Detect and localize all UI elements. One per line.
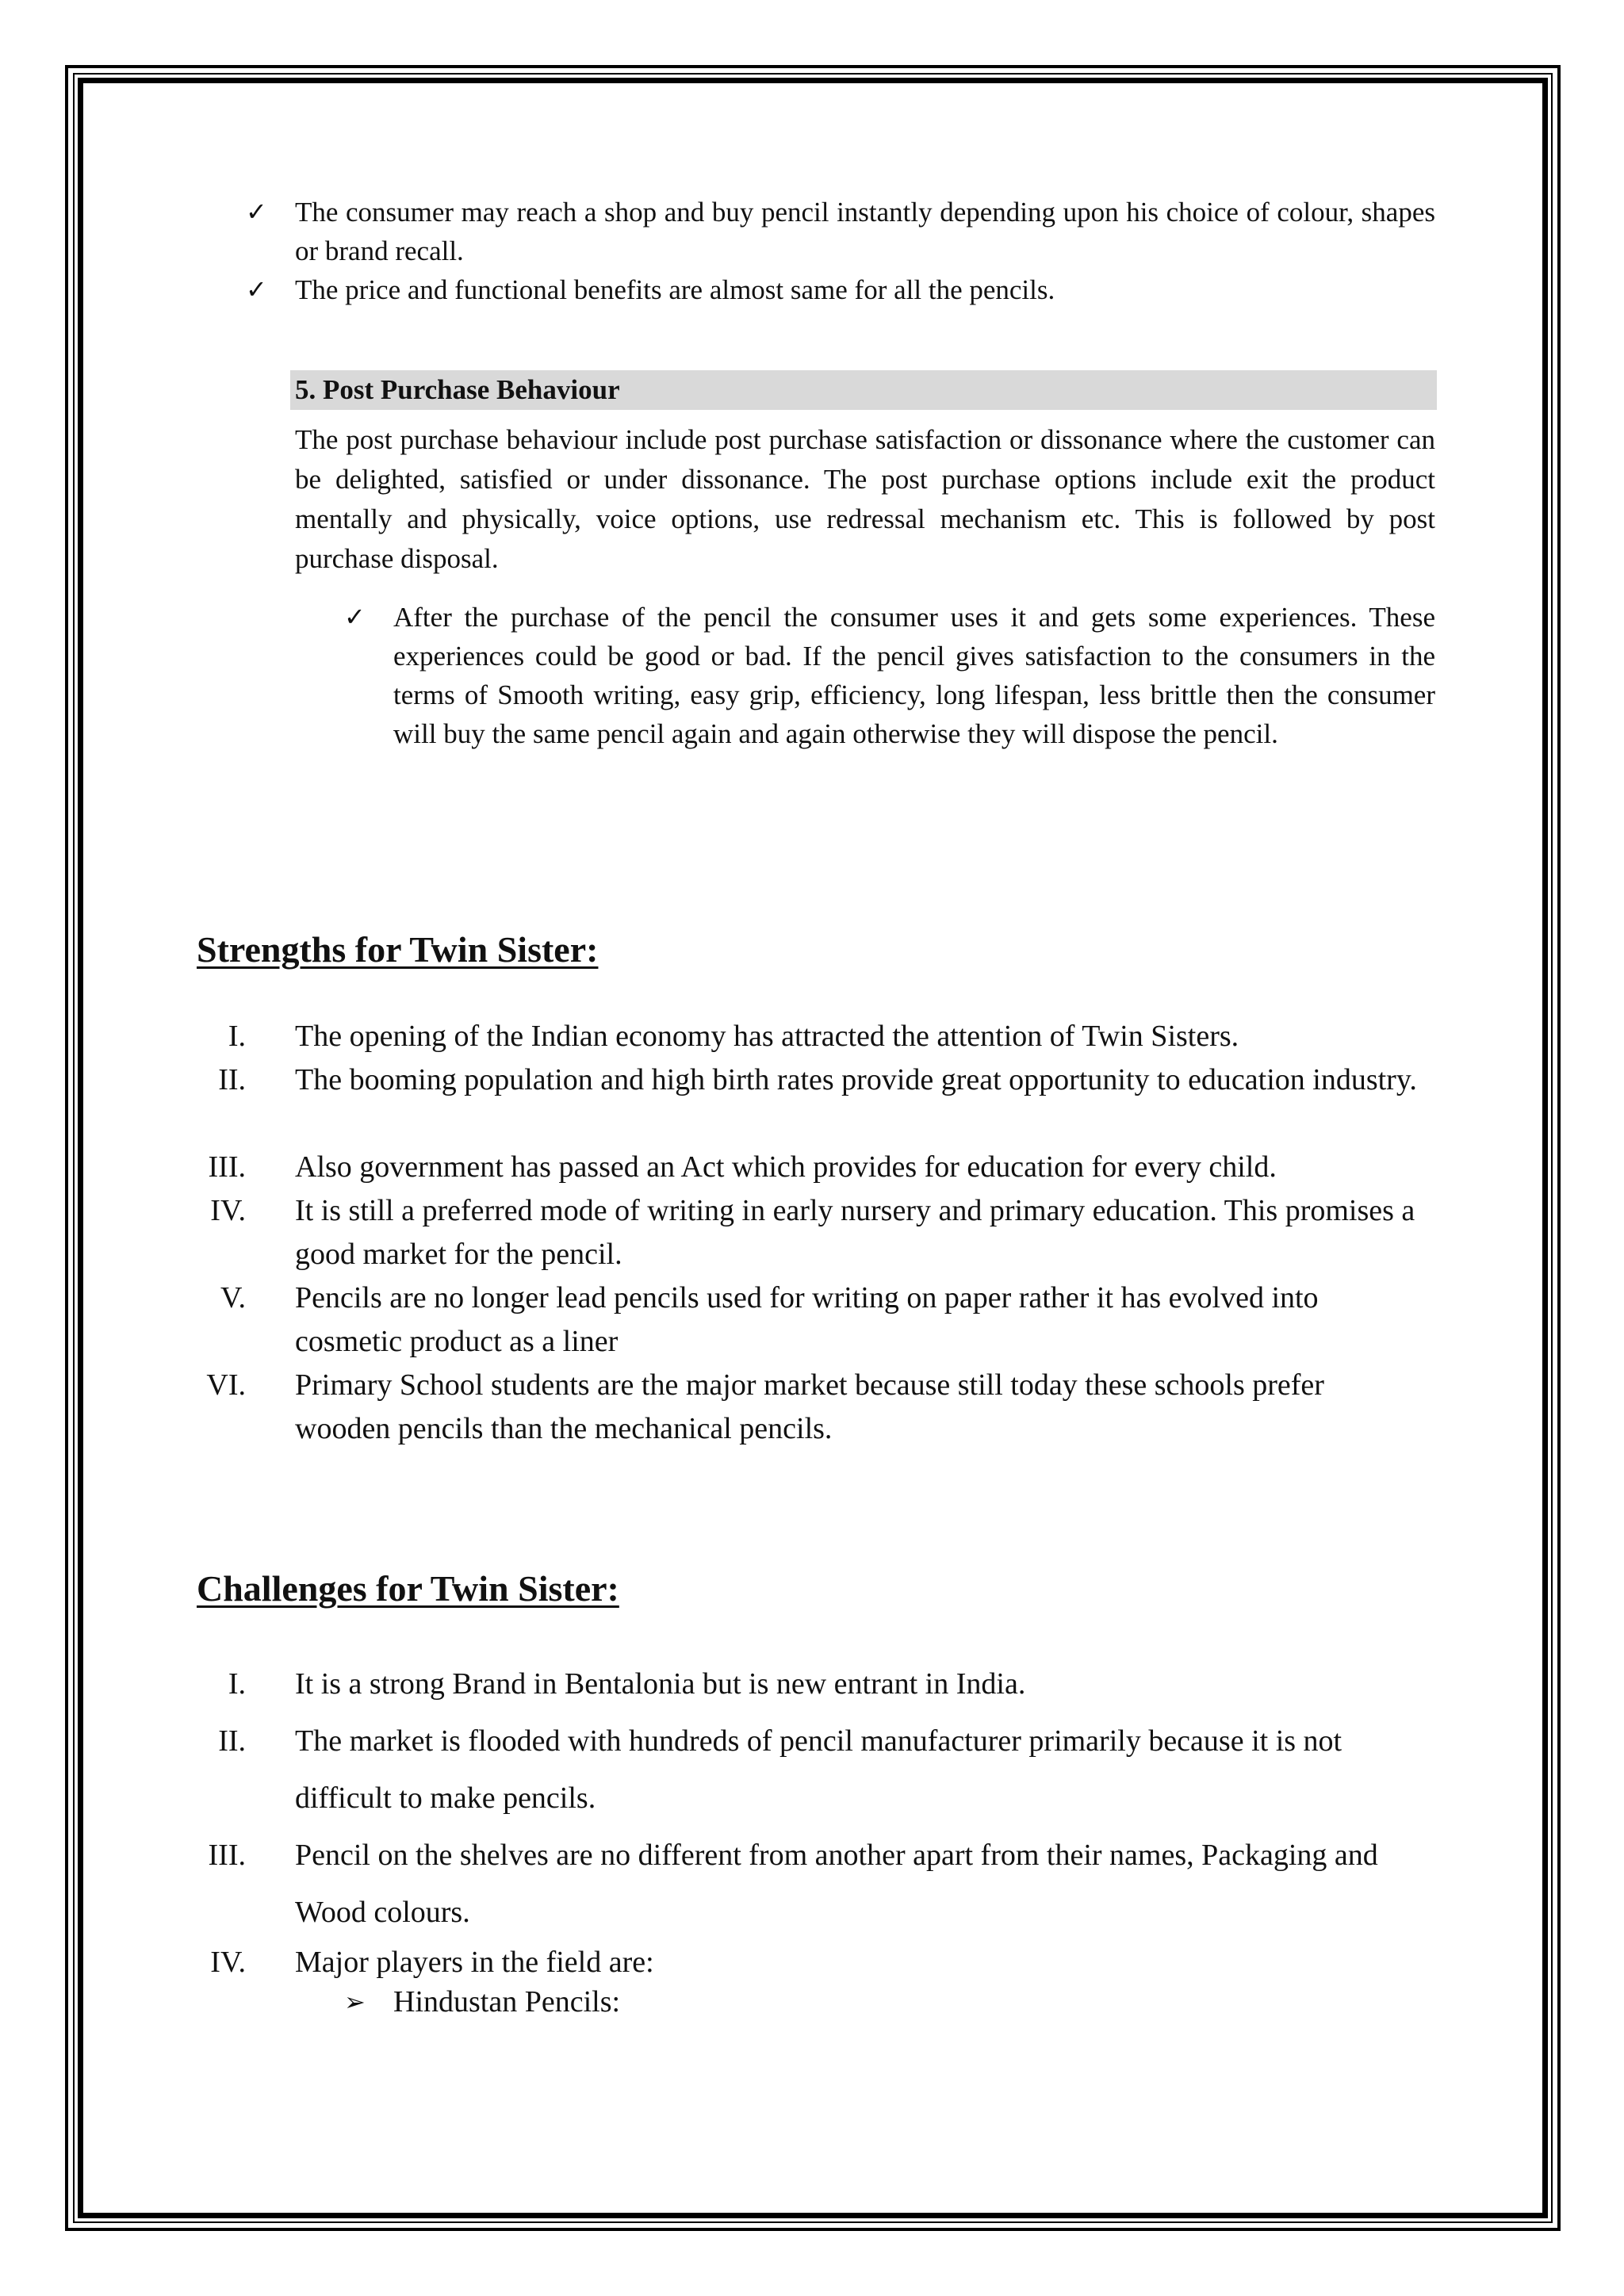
list-number: IV.	[210, 1946, 246, 1979]
list-number: II.	[218, 1724, 246, 1758]
list-item-text: Pencils are no longer lead pencils used for writing on paper rather it has evolved into cosmetic product as a liner	[295, 1281, 1319, 1358]
list-number: III.	[208, 1839, 246, 1872]
list-number: III.	[208, 1150, 246, 1184]
list-item-text: The market is flooded with hundreds of pencil manufacturer primarily because it is not difficult to make pencils.	[295, 1724, 1342, 1815]
post-purchase-points-list	[344, 598, 1435, 753]
list-item-text: Major players in the field are:	[295, 1946, 654, 1979]
list-item-text: The consumer may reach a shop and buy pencil instantly depending upon his choice of colour, shapes or brand recall.	[295, 197, 1435, 266]
post-purchase-paragraph: The post purchase behaviour include post purchase satisfaction or dissonance where the customer can be delighted, satisfied or under dissonance. The post purchase options include exit the product mentally and physically, voice options, use redressal mechanism etc. This is followed by post purchase disposal.	[295, 424, 1435, 574]
list-item-text: Pencil on the shelves are no different from another apart from their names, Packaging and Wood colours.	[295, 1839, 1378, 1929]
list-item-text: The price and functional benefits are almost same for all the pencils.	[295, 274, 1055, 305]
strengths-heading: Strengths for Twin Sister:	[197, 929, 599, 970]
list-number: II.	[218, 1063, 246, 1096]
list-item-text: It is a strong Brand in Bentalonia but is new entrant in India.	[295, 1667, 1026, 1701]
list-item	[344, 598, 1435, 753]
checkmark-icon: ✓	[246, 274, 267, 304]
list-item-text: Primary School students are the major market because still today these schools prefer wooden pencils than the mechanical pencils.	[295, 1368, 1324, 1445]
section-title-post-purchase: 5. Post Purchase Behaviour	[290, 370, 1437, 410]
list-item-text: After the purchase of the pencil the consumer uses it and gets some experiences. These experiences could be good or bad. If the pencil gives satisfaction to the consumers in the terms of Smooth writing, easy grip, efficiency, long lifespan, less brittle then the consumer will buy the same pencil again and again otherwise they will dispose the pencil.	[393, 602, 1435, 749]
checkmark-icon: ✓	[246, 197, 267, 227]
list-item-text: It is still a preferred mode of writing in early nursery and primary education. This promises a good market for the pencil.	[295, 1194, 1415, 1271]
list-item	[246, 270, 1435, 309]
list-item-text: The booming population and high birth rates provide great opportunity to education industry.	[295, 1063, 1417, 1096]
checkmark-icon: ✓	[344, 602, 366, 632]
list-number: VI.	[206, 1368, 246, 1402]
purchase-points-list	[246, 193, 1435, 309]
list-item	[246, 193, 1435, 270]
list-number: V.	[220, 1281, 246, 1314]
list-number: IV.	[210, 1194, 246, 1227]
list-number: I.	[228, 1667, 246, 1701]
list-number: I.	[228, 1020, 246, 1053]
challenges-heading: Challenges for Twin Sister:	[197, 1568, 619, 1609]
list-item	[344, 1980, 621, 2023]
list-item-text: The opening of the Indian economy has attracted the attention of Twin Sisters.	[295, 1020, 1239, 1053]
major-players-list	[344, 1980, 621, 2023]
arrow-bullet-icon: ➢	[344, 1987, 366, 2017]
list-item-text: Also government has passed an Act which provides for education for every child.	[295, 1150, 1277, 1184]
list-item-text: Hindustan Pencils:	[393, 1985, 621, 2019]
